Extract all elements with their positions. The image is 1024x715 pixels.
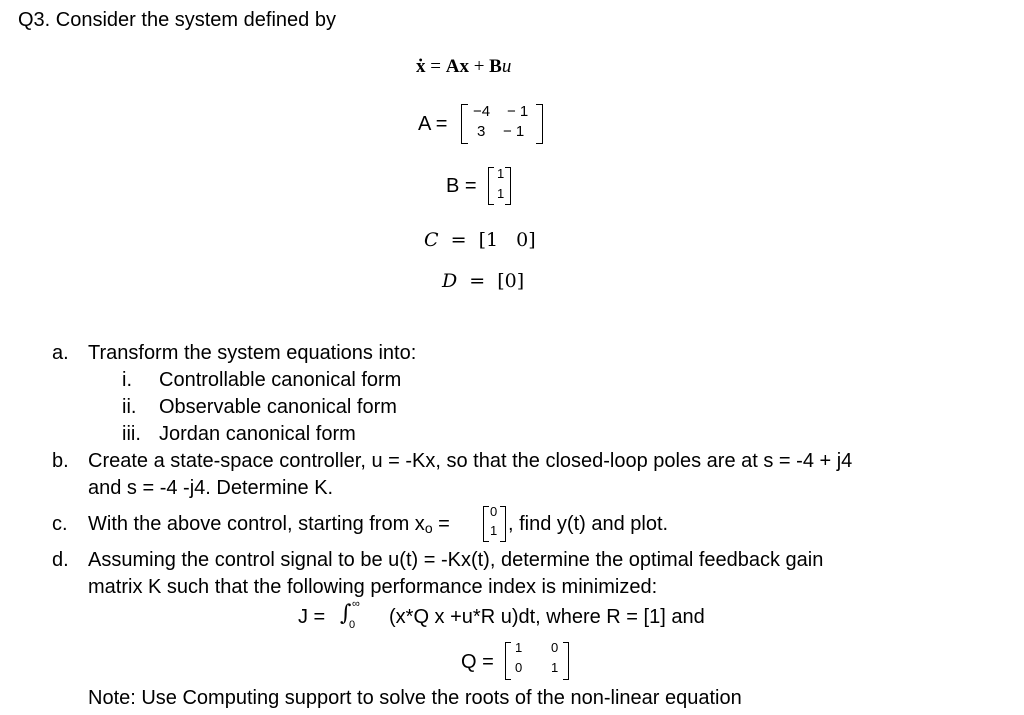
- part-a-marker: a.: [52, 342, 69, 364]
- ax-term: Ax: [445, 56, 469, 77]
- part-b-marker: b.: [52, 450, 69, 472]
- integral-lower-limit: 0: [349, 619, 356, 631]
- part-a-item-1-text: Controllable canonical form: [159, 369, 402, 391]
- matrix-a-label: A =: [418, 113, 448, 135]
- part-a-item-2-marker: ii.: [122, 396, 137, 418]
- d-equation: [442, 270, 524, 292]
- plus-sign: +: [473, 56, 485, 77]
- matrix-q-label: Q =: [461, 651, 494, 673]
- u-term: u: [501, 56, 512, 77]
- integral-upper-limit: ∞: [352, 598, 360, 610]
- matrix-q-r1c1: 1: [515, 640, 523, 655]
- part-c-marker: c.: [52, 513, 68, 535]
- matrix-q-r2c1: 0: [515, 660, 523, 675]
- part-c-pre: With the above control, starting from x: [88, 513, 425, 535]
- d-equals: =: [469, 270, 486, 292]
- matrix-q-left-bracket: [505, 642, 511, 680]
- c-label: C: [424, 229, 439, 251]
- c-equals: =: [450, 229, 467, 251]
- matrix-b-left-bracket: [488, 167, 494, 205]
- part-c-equals: =: [432, 513, 450, 535]
- matrix-q-right-bracket: [563, 642, 569, 680]
- matrix-b-r1: 1: [497, 166, 505, 181]
- b-term: B: [489, 56, 502, 77]
- part-a-item-3-text: Jordan canonical form: [159, 423, 356, 445]
- part-d-marker: d.: [52, 549, 69, 571]
- part-a-item-3-marker: iii.: [122, 423, 141, 445]
- part-d-line-1: Assuming the control signal to be u(t) = -Kx(t), determine the optimal feedback gain: [88, 549, 824, 571]
- state-equation: [416, 56, 511, 78]
- matrix-b-r2: 1: [497, 186, 505, 201]
- integral-sign: ∫: [340, 601, 352, 626]
- xdot-symbol: ẋ: [416, 56, 426, 77]
- matrix-a-left-bracket: [461, 104, 468, 144]
- c-value: [1 0]: [478, 229, 536, 251]
- d-label: D: [442, 270, 458, 292]
- part-c-vector-r2: 1: [490, 523, 498, 538]
- part-c-subscript: o: [424, 520, 433, 536]
- part-c-text: [88, 513, 450, 536]
- matrix-a-r2c1: 3: [477, 123, 486, 140]
- d-value: [0]: [497, 270, 525, 292]
- matrix-a-r1c1: −4: [473, 103, 491, 120]
- part-d-line-2: matrix K such that the following performance index is minimized:: [88, 576, 658, 598]
- matrix-q-r1c2: 0: [551, 640, 559, 655]
- part-b-line-2: and s = -4 -j4. Determine K.: [88, 477, 334, 499]
- part-b-line-1: Create a state-space controller, u = -Kx, so that the closed-loop poles are at s = -4 + j4: [88, 450, 853, 472]
- part-c-right-bracket: [500, 506, 506, 542]
- j-label: J =: [298, 606, 326, 628]
- c-equation: [424, 229, 536, 251]
- question-title: Q3. Consider the system defined by: [18, 9, 336, 31]
- part-a-item-2-text: Observable canonical form: [159, 396, 397, 418]
- part-c-post: , find y(t) and plot.: [508, 513, 669, 535]
- equals-sign: =: [430, 56, 441, 77]
- part-c-vector-r1: 0: [490, 504, 498, 519]
- matrix-b-label: B =: [446, 175, 477, 197]
- note-text: Note: Use Computing support to solve the roots of the non-linear equation: [88, 687, 742, 709]
- part-a-item-1-marker: i.: [122, 369, 132, 391]
- matrix-a-r2c2: − 1: [503, 123, 525, 140]
- j-expression: (x*Q x +u*R u)dt, where R = [1] and: [389, 606, 705, 628]
- part-c-left-bracket: [483, 506, 489, 542]
- matrix-q-r2c2: 1: [551, 660, 559, 675]
- matrix-a-right-bracket: [536, 104, 543, 144]
- part-a-text: Transform the system equations into:: [88, 342, 417, 364]
- matrix-a-r1c2: − 1: [507, 103, 529, 120]
- matrix-b-right-bracket: [505, 167, 511, 205]
